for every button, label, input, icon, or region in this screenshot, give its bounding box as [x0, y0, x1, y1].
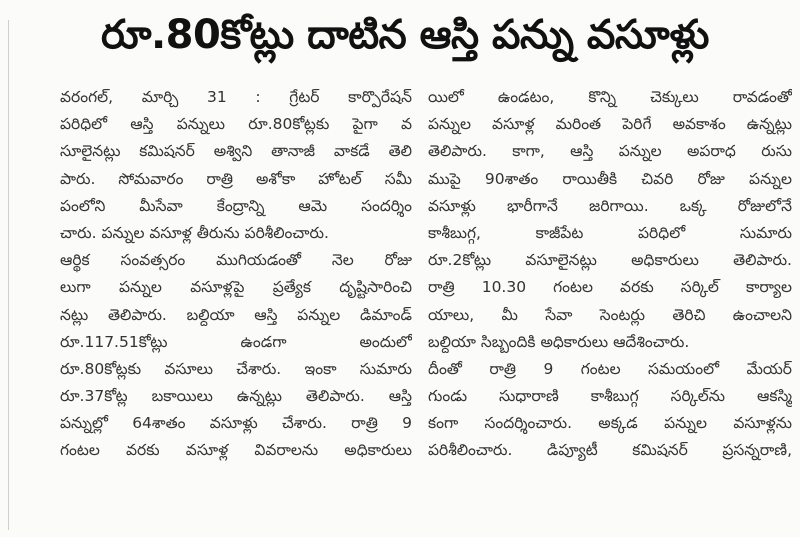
text-line: పంలోని మీసేవా కేంద్రాన్ని ఆమె సందర్శిం [60, 196, 412, 215]
article-column-left [60, 84, 412, 465]
text-line: రూ.2కోట్లు వసూలైనట్లు అధికారులు తెలిపారు. [428, 251, 792, 270]
text-line: వరంగల్, మార్చి 31 : గ్రేటర్ కార్పొరేషన్ [60, 88, 412, 106]
text-line: పన్నుల వసూళ్ల మరింత పెరిగే అవకాశం ఉన్నట్లు [428, 115, 792, 134]
text-line: పరిశీలించారు. డిప్యూటీ కమిషనర్ ప్రసన్నరాణి, [428, 441, 792, 460]
text-line: బల్దియా సిబ్బందికి అధికారులు ఆదేశించారు. [428, 332, 690, 351]
text-line: నట్లు తెలిపారు. బల్దియా ఆస్తి పన్నుల డిమాండ్ [60, 305, 412, 324]
text-line: ముపై 90శాతం రాయితీకి చివరి రోజు పన్నుల [428, 169, 792, 188]
article-headline: రూ.80కోట్లు దాటిన ఆస్తి పన్ను వసూళ్లు [101, 12, 709, 58]
text-line: రూ.117.51కోట్లు ఉండగా అందులో [60, 332, 412, 351]
text-line: లుగా పన్నుల వసూళ్లపై ప్రత్యేక దృష్టిసారించి [60, 278, 412, 297]
text-line: ఆర్థిక సంవత్సరం ముగియడంతో నెల రోజు [60, 251, 412, 270]
text-line: రూ.80కోట్లకు వసూలు చేశారు. ఇంకా సుమారు [60, 359, 412, 378]
text-line: పన్నుల్లో 64శాతం వసూళ్లు చేశారు. రాత్రి 9 [60, 414, 412, 433]
text-line: పారు. సోమవారం రాత్రి అశోకా హోటల్ సమీ [60, 169, 412, 188]
text-line: గుండు సుధారాణి కాశీబుగ్గ సర్కిల్‌ను ఆకస్మి [428, 387, 792, 406]
text-line: రూ.37కోట్ల బకాయిలు ఉన్నట్లు తెలిపారు. ఆస్తి [60, 387, 412, 406]
text-line: కంగా సందర్శించారు. అక్కడ పన్నుల వసూళ్లను [428, 414, 792, 433]
text-line: కాశీబుగ్గ, కాజీపేట పరిధిలో సుమారు [428, 223, 792, 242]
text-line: యిలో ఉండటం, కొన్ని చెక్కులు రావడంతో [428, 88, 792, 106]
article-column-right [428, 84, 792, 465]
text-line: చారు. పన్నుల వసూళ్ల తీరును పరిశీలించారు. [60, 223, 329, 242]
column-divider [8, 20, 9, 530]
text-line: సూలైనట్లు కమిషనర్ అశ్విని తానాజీ వాకడే తెలి [60, 142, 412, 161]
text-line: గంటల వరకు వసూళ్ల వివరాలను అధికారులు [60, 441, 412, 460]
text-line: రాత్రి 10.30 గంటల వరకు సర్కిల్ కార్యాల [428, 278, 792, 297]
text-line: దీంతో రాత్రి 9 గంటల సమయంలో మేయర్ [428, 359, 792, 378]
text-line: తెలిపారు. కాగా, ఆస్తి పన్నుల అపరాధ రుసు [428, 142, 792, 161]
text-line: పరిధిలో ఆస్తి పన్నులు రూ.80కోట్లకు పైగా వ [60, 115, 412, 134]
text-line: యాలు, మీ సేవా సెంటర్లు తెరిచి ఉంచాలని [428, 305, 792, 324]
text-line: వసూళ్లు భారీగానే జరిగాయి. ఒక్క రోజులోనే [428, 196, 792, 215]
